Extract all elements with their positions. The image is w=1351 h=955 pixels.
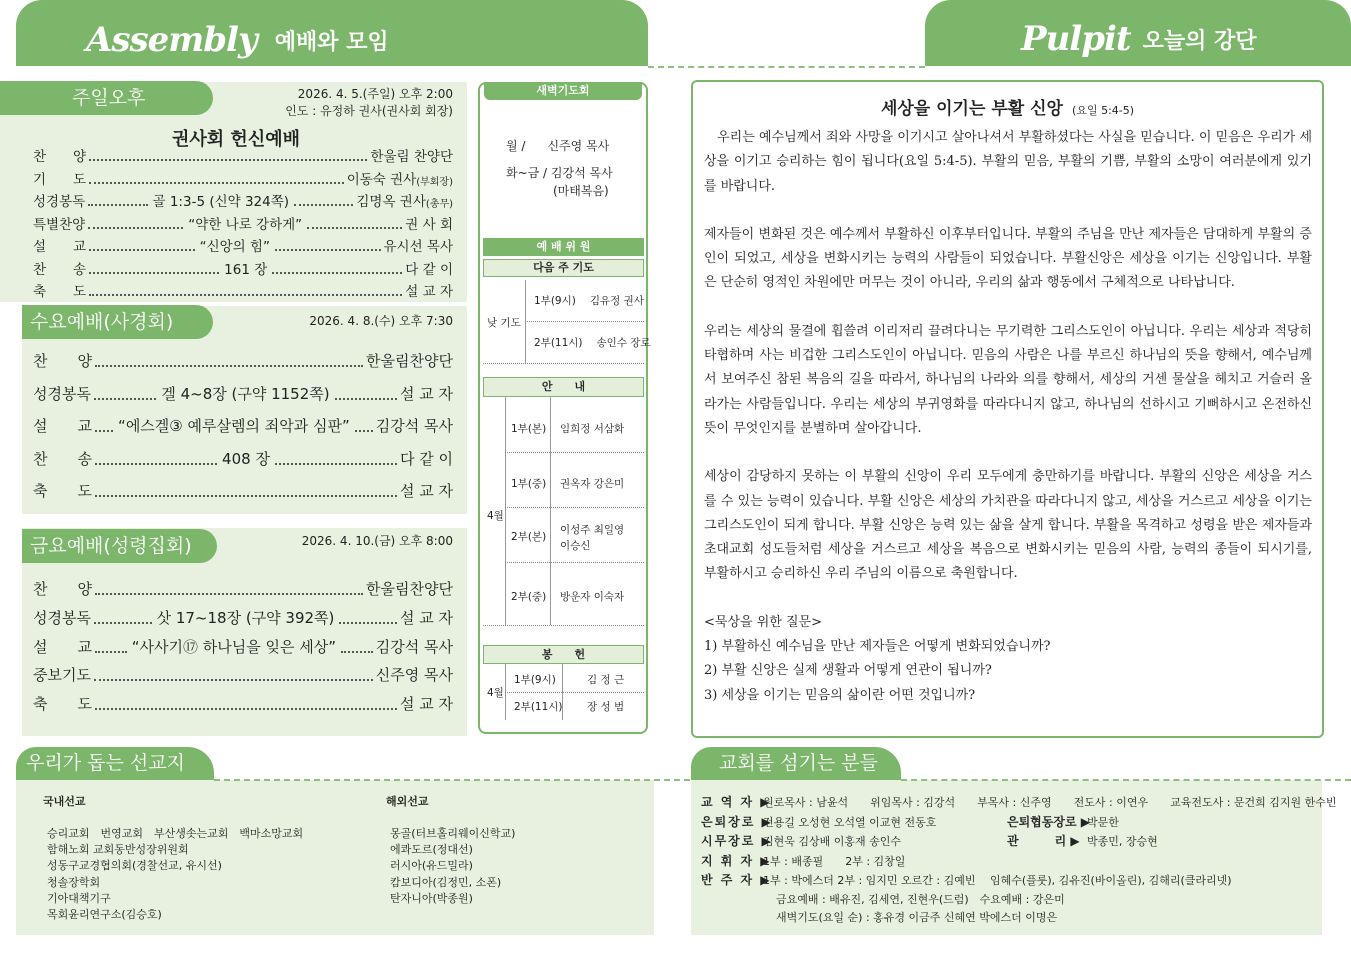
leader-dots	[275, 463, 397, 465]
missions-tab: 우리가 돕는 선교지	[16, 747, 214, 780]
servant-row: 은퇴장로 ▶전용길 오성현 오석열 이교현 전동호 은퇴협동장로 ▶박문한	[701, 814, 1119, 829]
friday-tab: 금요예배(성령집회)	[22, 529, 217, 563]
leader-dots	[89, 249, 194, 251]
offer-name-2: 장 성 범	[587, 701, 625, 713]
order-person: 한울림 찬양단	[370, 149, 453, 165]
sermon-title: 세상을 이기는 부활 신앙	[880, 99, 1063, 119]
leader-dots	[89, 159, 367, 161]
leader-dots	[95, 495, 397, 497]
order-person: 유시선 목사	[383, 239, 454, 255]
assembly-header	[16, 0, 648, 66]
order-person: 설 교 자	[399, 384, 453, 403]
order-content: 408 장	[222, 449, 270, 468]
dawn-tab: 새벽기도회	[484, 82, 642, 100]
order-label: 찬 송	[33, 261, 87, 278]
guide-line-2	[505, 507, 644, 508]
leader-dots	[88, 227, 183, 229]
guide-line-4	[483, 625, 644, 626]
order-label: 성경봉독	[33, 194, 86, 210]
pulpit-header	[925, 0, 1351, 66]
guide-name-3b: 이승신	[560, 540, 591, 552]
order-label: 설 교	[33, 239, 87, 255]
overseas-title: 해외선교	[386, 795, 429, 808]
dawn-tue: 화~금 / 김강석 목사	[506, 166, 613, 180]
domestic-item: 기아대책기구	[47, 891, 111, 905]
prayer-row-line	[525, 321, 644, 322]
leader-dots	[95, 593, 363, 595]
prayer-day-label: 낮 기도	[487, 317, 521, 329]
order-label: 성경봉독	[33, 608, 91, 627]
servant-row: 새벽기도(요일 순) : 홍유경 이금주 신혜연 박에스더 이명은	[776, 911, 1058, 924]
domestic-item: 성동구교경협의회(경찰선교, 유시선)	[47, 859, 222, 873]
question-1: 1) 부활하신 예수님을 만난 제자들은 어떻게 변화되었습니까?	[704, 639, 1051, 655]
order-person: 김강석 목사	[375, 417, 453, 435]
wednesday-tab: 수요예배(사경회)	[22, 305, 213, 339]
offer-svc-1: 1부(9시)	[514, 674, 556, 686]
order-person: 김강석 목사	[375, 637, 454, 656]
question-3: 3) 세상을 이기는 믿음의 삶이란 어떤 것입니까?	[704, 687, 976, 703]
prayer-bottom-line	[483, 363, 644, 364]
order-label: 축 도	[33, 482, 92, 500]
leader-dots	[94, 679, 373, 681]
leader-dots	[89, 272, 219, 274]
guide-svc-3: 2부(본)	[511, 531, 547, 543]
order-label: 찬 양	[33, 580, 92, 598]
leader-dots	[341, 651, 373, 653]
order-label: 성경봉독	[33, 384, 91, 403]
order-label: 특별찬양	[33, 216, 86, 233]
order-person: 다 같 이	[400, 449, 454, 468]
overseas-item: 몽골(터브홀리웨이신학교)	[390, 827, 516, 840]
leader-dots	[94, 398, 156, 400]
order-content: 골 1:3-5 (신약 324쪽)	[152, 194, 290, 210]
order-person: 설 교 자	[399, 482, 453, 500]
leader-dots	[355, 430, 373, 432]
order-row	[33, 693, 453, 714]
leader-dots	[339, 622, 397, 624]
order-row	[33, 145, 453, 165]
order-label: 축 도	[33, 284, 87, 300]
overseas-item: 탄자니아(박종원)	[390, 891, 473, 905]
sermon-body	[693, 120, 1322, 708]
order-row	[33, 448, 453, 469]
leader-dots	[94, 622, 152, 624]
offer-line	[505, 692, 644, 693]
offer-svc-2: 2부(11시)	[514, 701, 563, 713]
order-row	[33, 607, 453, 628]
order-content: “사사기⑰ 하나님을 잊은 세상”	[131, 637, 337, 656]
sermon-box	[691, 80, 1324, 738]
leader-dots	[307, 227, 402, 229]
leader-dots	[89, 294, 402, 296]
overseas-item: 러시아(유드밀라)	[390, 859, 473, 873]
guide-svc-1: 1부(본)	[511, 423, 547, 435]
offer-title: 봉 헌	[483, 645, 644, 664]
order-row	[33, 350, 453, 371]
order-person: 권 사 회	[405, 216, 453, 233]
order-person: 한울림찬양단	[366, 580, 453, 598]
sermon-reference: (요일 5:4-5)	[1072, 104, 1135, 117]
order-row	[33, 168, 453, 188]
prayer-row-2: 2부(11시) 송인수 장로	[534, 337, 651, 349]
order-label: 찬 양	[33, 352, 92, 370]
friday-date: 2026. 4. 10.(금) 오후 8:00	[301, 534, 453, 548]
order-label: 찬 양	[33, 149, 87, 165]
leader-dots	[275, 249, 380, 251]
wednesday-date: 2026. 4. 8.(수) 오후 7:30	[309, 314, 453, 328]
order-label: 축 도	[33, 695, 92, 714]
domestic-item: 목회윤리연구소(김승호)	[47, 908, 162, 922]
assembly-korean-title: 예배와 모임	[274, 29, 389, 55]
order-content: “신앙의 힘”	[199, 239, 271, 255]
leader-dots	[95, 430, 113, 432]
missions-divider	[214, 779, 690, 781]
guide-name-4: 방운자 이숙자	[560, 591, 625, 603]
order-row	[33, 383, 453, 404]
order-content: “에스겔③ 예루살렘의 죄악과 심판”	[118, 417, 350, 435]
leader-dots	[95, 708, 397, 710]
leader-dots	[95, 463, 217, 465]
sermon-paragraph: 제자들이 변화된 것은 예수께서 부활하신 이후부터입니다. 부활의 주님을 만난 제자들은 담대하게 부활의 증인이 되었고, 세상을 변화시키는 능력의 사람들이 되었습니다. 부활신앙은 세상을 이기는 신앙입니다. 부활은 단순히 영적인 차원에만 머무는 것이 아니라, 우리의 삶과 행동에서 구체적으로 나타납니다.	[704, 226, 1312, 291]
order-label: 찬 송	[33, 449, 92, 468]
sermon-paragraph: 우리는 예수님께서 죄와 사망을 이기시고 살아나셔서 부활하셨다는 사실을 믿습니다. 이 믿음은 우리가 세상을 이기고 승리하는 힘이 됩니다(요일 5:4-5). 부활의 믿음, 부활의 기쁨, 부활의 소망이 여러분에게 있기를 바랍니다.	[704, 130, 1312, 194]
order-label: 중보기도	[33, 666, 91, 685]
order-content: “약한 나로 강하게”	[188, 216, 303, 233]
domestic-list	[47, 826, 303, 923]
order-row	[33, 636, 453, 657]
order-person: 한울림찬양단	[366, 352, 453, 370]
order-row	[33, 578, 453, 599]
sunday-tab: 주일오후	[0, 81, 213, 115]
guide-line-1	[505, 452, 644, 453]
offer-name-1: 김 정 근	[587, 674, 625, 686]
header-divider	[648, 66, 925, 68]
domestic-item: 함해노회 교회동반성장위원회	[47, 843, 189, 857]
leader-dots	[335, 398, 397, 400]
order-row	[33, 415, 453, 436]
guide-name-1: 임희정 서삼화	[560, 423, 625, 435]
dawn-tue-sub: (마태복음)	[553, 184, 609, 198]
question-2: 2) 부활 신앙은 실제 생활과 어떻게 연관이 됩니까?	[704, 663, 992, 679]
order-person: 설 교 자	[405, 284, 453, 300]
servants-list	[701, 793, 1337, 928]
servant-row: 반 주 자 ▶1부 : 박에스더 2부 : 임지민 오르간 : 김예빈 임혜수(플룻), 김유진(바이올린), 김해리(클라리넷)	[701, 873, 1232, 887]
leader-dots	[95, 365, 363, 367]
servant-row: 교 역 자 ▶원로목사 : 남윤석 위임목사 : 김강석 부목사 : 신주영 전도사 : 이연우 교육전도사 : 문건희 김지원 한수빈	[701, 795, 1337, 809]
guide-svc-4: 2부(중)	[511, 591, 547, 603]
order-row	[33, 213, 453, 233]
guide-svc-2: 1부(중)	[511, 478, 547, 490]
domestic-title: 국내선교	[43, 795, 86, 808]
servant-row: 금요예배 : 배유진, 김세연, 진현우(드럼) 수요예배 : 강은미	[776, 892, 1065, 906]
order-label: 설 교	[33, 637, 92, 656]
questions-title: <묵상을 위한 질문>	[704, 614, 822, 630]
pulpit-korean-title: 오늘의 강단	[1142, 28, 1257, 54]
servant-row: 시무장로 ▶김현욱 김상배 이홍재 송인수 관 리 ▶ 박종민, 장승현	[701, 834, 1158, 848]
order-label: 설 교	[33, 417, 92, 435]
leader-dots	[294, 204, 353, 206]
order-person: 설 교 자	[400, 608, 454, 627]
order-label: 기 도	[33, 171, 87, 188]
guide-divider-2	[550, 397, 551, 625]
order-person-role: (총무)	[425, 199, 454, 210]
leader-dots	[95, 651, 127, 653]
sermon-title-line	[693, 94, 1322, 120]
pulpit-script-title: Pulpit	[1021, 19, 1131, 59]
committee-tab: 예 배 위 원	[483, 238, 644, 256]
sunday-date: 2026. 4. 5.(주일) 오후 2:00 인도 : 유정하 권사(권사회 회장)	[285, 87, 453, 118]
dawn-mon: 월 / 신주영 목사	[506, 139, 610, 153]
guide-month: 4월	[487, 510, 504, 522]
guide-name-3a: 이성주 최일영	[560, 524, 625, 536]
order-row	[33, 235, 453, 255]
guide-title: 안 내	[483, 377, 644, 397]
sunday-title: 권사회 헌신예배	[172, 129, 300, 150]
prayer-row-1: 1부(9시) 김유정 권사	[534, 295, 644, 307]
order-person: 설 교 자	[399, 695, 453, 714]
guide-line-3	[505, 562, 644, 563]
servants-divider	[901, 779, 1351, 781]
offer-month: 4월	[487, 687, 504, 699]
servant-row: 지 휘 자 ▶1부 : 배종필 2부 : 김창일	[701, 853, 906, 868]
overseas-item: 에콰도르(정대선)	[390, 843, 473, 857]
domestic-item: 승리교회 번영교회 부산생솟는교회 백마소망교회	[47, 827, 304, 840]
order-content: 겔 4~8장 (구약 1152쪽)	[161, 384, 330, 403]
order-person: 신주영 목사	[375, 666, 453, 685]
order-person: 김명옥 권사	[356, 194, 426, 210]
order-row	[33, 664, 453, 685]
order-person-role: (부회장)	[416, 176, 453, 188]
overseas-list	[390, 826, 515, 907]
order-row	[33, 258, 453, 278]
guide-name-2: 권옥자 강은미	[560, 478, 625, 490]
leader-dots	[272, 272, 402, 274]
leader-dots	[89, 182, 344, 184]
servants-tab: 교회를 섬기는 분들	[691, 747, 901, 780]
next-prayer-title: 다음 주 기도	[483, 259, 644, 277]
order-content: 161 장	[224, 261, 268, 278]
domestic-item: 청솔장학회	[47, 875, 101, 889]
order-row	[33, 190, 453, 210]
order-content: 삿 17~18장 (구약 392쪽)	[156, 608, 335, 627]
sermon-paragraph: 세상이 감당하지 못하는 이 부활의 신앙이 우리 모두에게 충만하기를 바랍니다. 부활의 신앙은 세상을 거스를 수 있는 능력이 있습니다. 부활 신앙은 세상의 가치관을 따라다니지 않고, 세상을 거스르고 세상을 이기는 그리스도인이 되게 합니다. 부활 신앙은 능력 있는 삶을 살게 합니다. 부활을 목격하고 성령을 받은 제자들과 초대교회 성도들처럼 세상을 거스르고 세상을 복음으로 변화시키는 믿음의 사람, 능력의 종들이 되시기를, 부활하시고 승리하신 우리 주님의 이름으로 축원합니다.	[704, 469, 1312, 582]
leader-dots	[88, 204, 147, 206]
order-row	[33, 280, 453, 300]
order-row	[33, 480, 453, 501]
overseas-item: 캄보디아(김정민, 소폰)	[390, 875, 502, 889]
assembly-script-title: Assembly	[86, 20, 257, 60]
order-person: 다 같 이	[405, 261, 454, 278]
sermon-paragraph: 우리는 세상의 물결에 휩쓸려 이리저리 끌려다니는 무기력한 그리스도인이 아닙니다. 우리는 세상과 적당히 타협하며 사는 비겁한 그리스도인이 아닙니다. 믿음의 사람은 나를 부르신 하나님의 뜻을 향해서, 예수님께서 보여주신 참된 복음의 길을 따라서, 하나님의 나라와 의를 향해서, 세상의 거센 물살을 헤치고 거슬러 올라가는 사람들입니다. 우리는 세상의 부귀영화를 따라다니지 않고, 하나님의 선하시고 기뻐하시고 온전하신 뜻이 무엇인지를 분별하며 살아갑니다.	[704, 323, 1312, 436]
guide-divider-1	[505, 397, 506, 625]
order-person: 이동숙 권사	[346, 171, 417, 188]
